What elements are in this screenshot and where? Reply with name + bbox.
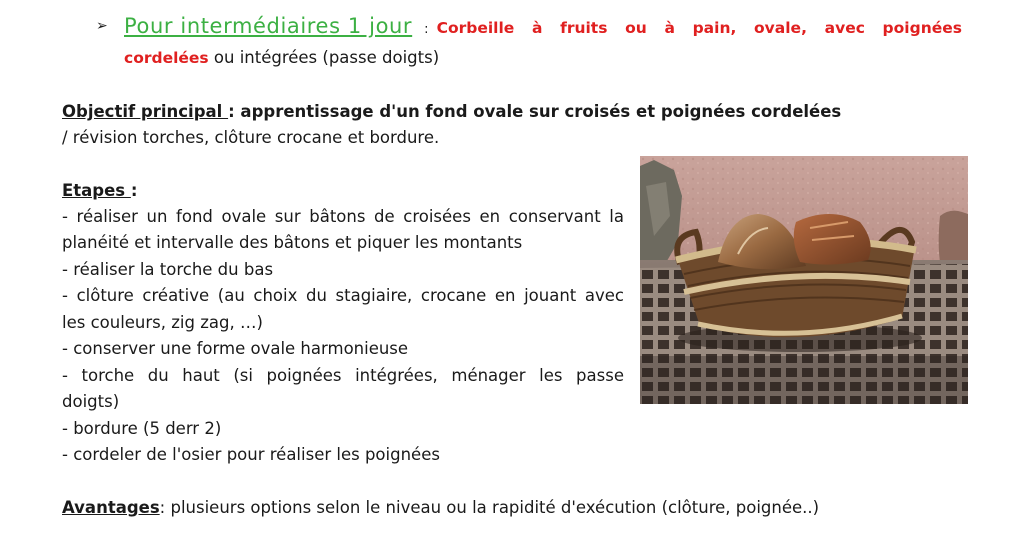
step-line: - réaliser un fond ovale sur bâtons de croisées en conservant la bbox=[62, 207, 624, 226]
course-title: Pour intermédiaires 1 jour bbox=[124, 14, 413, 38]
step-line: - clôture créative (au choix du stagiaire, crocane en jouant avec bbox=[62, 286, 624, 305]
step-line: - cordeler de l'osier pour réaliser les poignées bbox=[62, 445, 440, 464]
advantages-label: Avantages bbox=[62, 498, 160, 517]
step-line: - torche du haut (si poignées intégrées, ménager les passe bbox=[62, 366, 624, 385]
advantages-text: : plusieurs options selon le niveau ou la rapidité d'exécution (clôture, poignée..) bbox=[159, 498, 820, 517]
advantages-line bbox=[62, 495, 819, 521]
objective-line2: / révision torches, clôture crocane et bordure. bbox=[62, 128, 440, 147]
course-subject-line1: Corbeille à fruits ou à pain, ovale, avec poignées bbox=[436, 19, 962, 37]
bread-basket-photo bbox=[640, 156, 968, 404]
steps-colon: : bbox=[130, 181, 138, 200]
steps-heading bbox=[62, 178, 137, 204]
step-line: - conserver une forme ovale harmonieuse bbox=[62, 339, 409, 358]
step-line: - réaliser la torche du bas bbox=[62, 260, 274, 279]
objective-colon: : bbox=[228, 102, 235, 121]
course-headline bbox=[124, 14, 962, 69]
objective-label: Objectif principal bbox=[62, 102, 229, 121]
step-line: - bordure (5 derr 2) bbox=[62, 419, 222, 438]
arrow-bullet-icon: ➢ bbox=[96, 18, 108, 34]
step-line: les couleurs, zig zag, …) bbox=[62, 313, 263, 332]
course-subject-rest: ou intégrées (passe doigts) bbox=[208, 48, 440, 67]
step-line: doigts) bbox=[62, 392, 120, 411]
title-colon: : bbox=[424, 22, 429, 37]
course-subject-line2: cordelées bbox=[124, 49, 209, 67]
objective-text: apprentissage d'un fond ovale sur croisés et poignées cordelées bbox=[234, 102, 842, 121]
objective-line bbox=[62, 99, 841, 125]
steps-label: Etapes bbox=[62, 181, 131, 200]
step-line: planéité et intervalle des bâtons et piquer les montants bbox=[62, 233, 523, 252]
